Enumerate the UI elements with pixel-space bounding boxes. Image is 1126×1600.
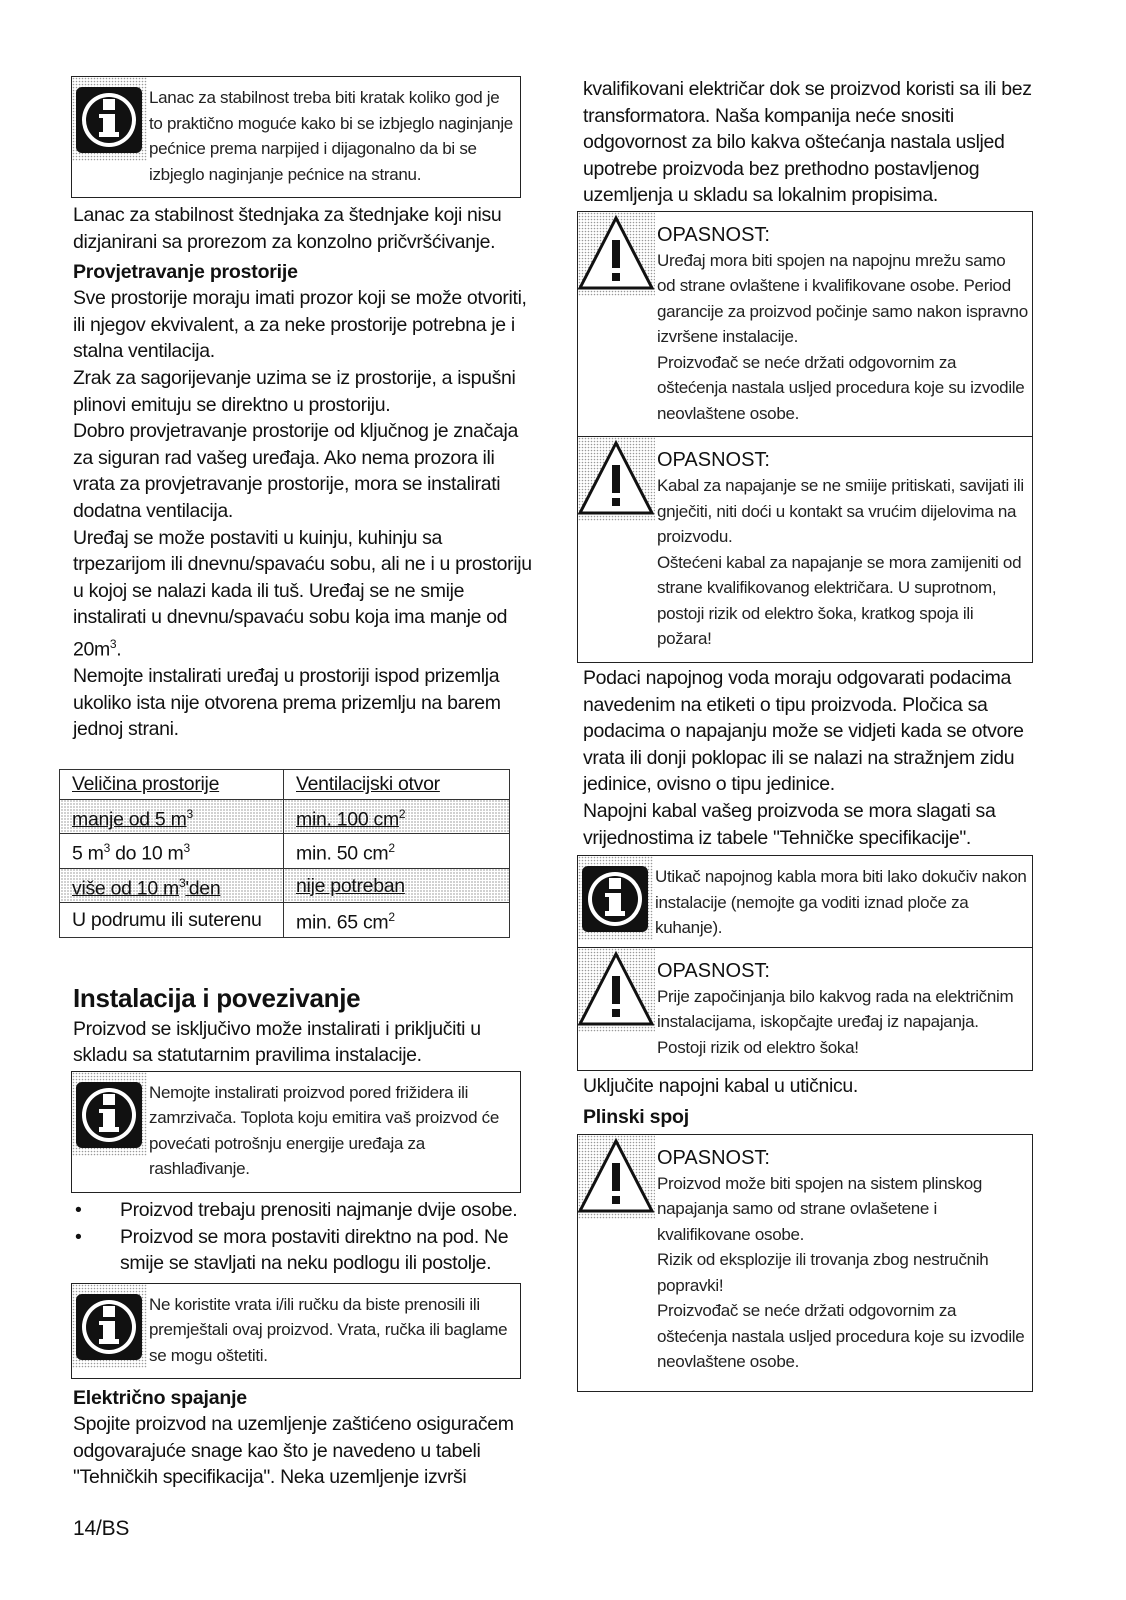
list-item: • Proizvod trebaju prenositi najmanje dvije osobe.: [73, 1197, 535, 1224]
heading-installation: Instalacija i povezivanje: [73, 982, 361, 1013]
warning-box-mains: [577, 211, 1033, 438]
info-box-plug: [577, 855, 1033, 948]
table-row: [60, 903, 510, 938]
left-column: [73, 76, 535, 1491]
table-header-cell: Ventilacijski otvor: [284, 769, 510, 799]
warning-line: Proizvođač se neće držati odgovornim za oštećenja nastala usljed procedura koje su izvodile neovlaštene osobe.: [657, 352, 1025, 423]
warning-line: Proizvod može biti spojen na sistem plinskog napajanja samo od strane ovlašetene i kvalifikovane osobe.: [657, 1173, 983, 1244]
warning-icon: [578, 437, 655, 521]
heading-room-ventilation: Provjetravanje prostorije: [73, 261, 298, 284]
bullet-icon: •: [75, 1198, 82, 1221]
paragraph: Dobro provjetravanje prostorije od ključnog je značaja za siguran rad vašeg uređaja. Ako nema prozora ili vrata za provjetravanje prostorije, mora se instalirati dodatna ventilacija.: [73, 420, 519, 522]
page-number: 14/BS: [73, 1517, 130, 1540]
bullet-list: [73, 1197, 535, 1277]
warning-box-disconnect: [577, 947, 1033, 1072]
paragraph-stability-chain: Lanac za stabilnost štednjaka za štednjake koji nisu dizjanirani sa prorezom za konzolno pričvršćivanje.: [73, 204, 502, 253]
table-cell: više od 10 $m^3'den$: [60, 868, 284, 903]
table-cell: nije potreban: [284, 868, 510, 903]
table-row: [60, 834, 510, 869]
table-header-row: [60, 769, 510, 799]
warning-icon: [578, 948, 655, 1032]
info-text: Utikač napojnog kabla mora biti lako dokučiv nakon instalacije (nemojte ga voditi iznad ploče za kuhanje).: [655, 867, 1027, 938]
warning-heading: OPASNOST:: [657, 1146, 770, 1169]
paragraph: Sve prostorije moraju imati prozor koji se može otvoriti, ili njegov ekvivalent, a za neke prostorije potrebna je i stalna ventilacija.: [73, 287, 527, 363]
paragraph: Nemojte instalirati uređaj u prostoriji ispod prizemlja ukoliko ista nije otvorena prema prizemlju na barem jednoj strani.: [73, 665, 501, 741]
right-column: [583, 76, 1045, 1392]
warning-line: Kabal za napajanje se ne smiije pritiskati, savijati ili gnječiti, niti doći u kontakt sa vrućim dijelovima na proizvodu.: [657, 476, 1024, 547]
warning-line: Rizik od eksplozije ili trovanja zbog nestručnih popravki!: [657, 1250, 989, 1295]
warning-line: Uređaj mora biti spojen na napojnu mrežu samo od strane ovlaštene i kvalifikovane osobe. Period garancije za proizvod počinje samo nakon ispravno izvršene instalacije.: [657, 250, 1028, 347]
warning-line: Postoji rizik od elektro šoka!: [657, 1037, 859, 1057]
paragraph: Uređaj se može postaviti u kuinju, kuhinju sa trpezarijom ili dnevnu/spavaću sobu, ali ne i u prostoriju u kojoj se nalazi kada ili tuš. Uređaj se ne smije instalirati u dnevnu/spavaću sobu koja ima manje od $20m^3$.: [73, 526, 532, 661]
list-item: • Proizvod se mora postaviti direktno na pod. Ne smije se stavljati na neku podlogu ili postolje.: [75, 1225, 509, 1275]
warning-line: Oštećeni kabal za napajanje se mora zamijeniti od strane kvalifikovanog električara. U suprotnom, postoji rizik od elektro šoka, kratkog spoja ili požara!: [657, 552, 1022, 649]
table-cell: 5 $m^3$ do 10 $m^3$: [60, 834, 284, 869]
table-cell: min. 100 $cm^2$: [284, 799, 510, 834]
table-cell: min. 50 $cm^2$: [284, 834, 510, 869]
info-box-fridge: [71, 1071, 521, 1193]
warning-heading: OPASNOST:: [657, 959, 770, 982]
info-box-door-handle: [71, 1283, 521, 1380]
table-row: [60, 868, 510, 903]
info-box-stability-chain: [71, 76, 521, 198]
warning-box-gas: [577, 1134, 1033, 1392]
warning-box-cable: [577, 436, 1033, 663]
heading-electrical-connection: Električno spajanje: [73, 1387, 247, 1410]
paragraph: Proizvod se isključivo može instalirati i priključiti u skladu sa statutarnim pravilima instalacije.: [73, 1017, 481, 1067]
info-icon: [578, 856, 653, 940]
table-cell: U podrumu ili suterenu: [60, 903, 284, 938]
bullet-icon: •: [75, 1225, 82, 1248]
table-row: [60, 799, 510, 834]
table-cell: manje od 5 $m^3$: [60, 799, 284, 834]
info-text: Nemojte instalirati proizvod pored frižidera ili zamrzivača. Toplota koju emitira vaš proizvod će povećati potrošnju energije uređaja za rashlađivanje.: [149, 1082, 499, 1179]
info-text: Ne koristite vrata i/ili ručku da biste prenosili ili premještali ovaj proizvod. Vrata, ručka ili baglame se mogu oštetiti.: [149, 1294, 508, 1365]
warning-heading: OPASNOST:: [657, 449, 770, 472]
table-header-cell: Veličina prostorije: [60, 769, 284, 799]
table-cell: min. 65 $cm^2$: [284, 903, 510, 938]
warning-line: Proizvođač se neće držati odgovornim za oštećenja nastala usljed procedura koje su izvodile neovlaštene osobe.: [657, 1301, 1025, 1372]
paragraph: Zrak za sagorijevanje uzima se iz prostorije, a ispušni plinovi emituju se direktno u prostoriju.: [73, 366, 516, 416]
paragraph: Napojni kabal vašeg proizvoda se mora slagati sa vrijednostima iz tabele "Tehničke specifikacije".: [583, 799, 996, 849]
warning-heading: OPASNOST:: [657, 223, 770, 246]
heading-gas-connection: Plinski spoj: [583, 1105, 689, 1128]
paragraph: kvalifikovani električar dok se proizvod koristi sa ili bez transformatora. Naša kompanija neće snositi odgovornost za bilo kakva oštećanja nastala usljed upotrebe proizvoda bez prethodno postavljenog uzemljenja u skladu sa lokalnim propisima.: [583, 78, 1032, 207]
warning-line: Prije započinjanja bilo kakvog rada na električnim instalacijama, iskopčajte uređaj iz napajanja.: [657, 986, 1014, 1032]
warning-icon: [578, 212, 655, 296]
paragraph: Spojite proizvod na uzemljenje zaštićeno osiguračem odgovarajuće snage kao što je navedeno u tabeli "Tehničkih specifikacija". Neka uzemljenje izvrši: [73, 1413, 514, 1489]
paragraph: Podaci napojnog voda moraju odgovarati podacima navedenim na etiketi o tipu proizvoda. Pločica sa podacima o napajanju može se vidjeti kada se otvore vrata ili donji poklopac ili se nalazi na stražnjem zidu jedinice, ovisno o tipu jedinice.: [583, 666, 1024, 796]
info-icon: [72, 77, 147, 161]
warning-icon: [578, 1135, 655, 1219]
info-icon: [72, 1072, 147, 1156]
info-text: Lanac za stabilnost treba biti kratak koliko god je to praktično moguće kako bi se izbjeglo naginjanje pećnice prema narpijed i dijagonalno da bi se izbjeglo naginjanje pećnice na stranu.: [149, 88, 513, 184]
info-icon: [72, 1284, 147, 1368]
ventilation-table: [59, 769, 510, 938]
paragraph: Uključite napojni kabal u utičnicu.: [583, 1075, 858, 1098]
